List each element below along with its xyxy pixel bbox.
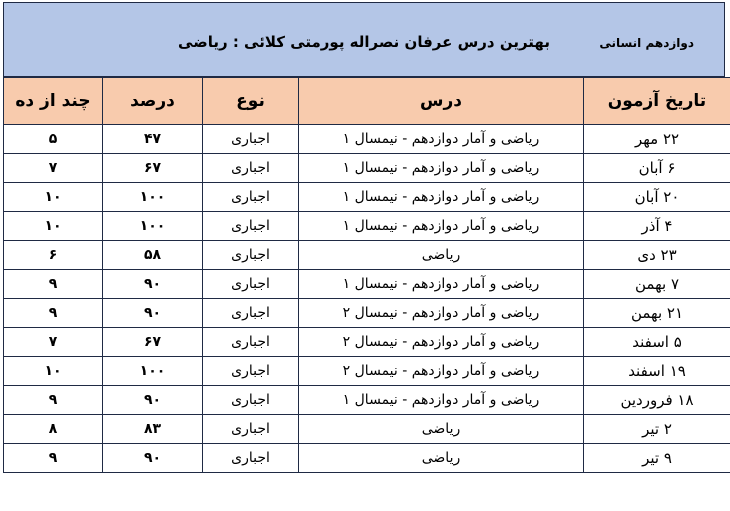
cell-score: ۹ bbox=[4, 270, 103, 299]
table-body bbox=[4, 125, 730, 473]
cell-percent: ۵۸ bbox=[103, 241, 203, 270]
cell-type: اجباری bbox=[203, 328, 299, 357]
grade-label: دوازدهم انسانی bbox=[599, 36, 694, 50]
cell-type: اجباری bbox=[203, 444, 299, 473]
cell-type: اجباری bbox=[203, 270, 299, 299]
cell-subject: ریاضی و آمار دوازدهم - نیمسال ۱ bbox=[299, 125, 584, 154]
cell-date: ۹ تیر bbox=[584, 444, 730, 473]
cell-date: ۲۳ دی bbox=[584, 241, 730, 270]
cell-subject: ریاضی و آمار دوازدهم - نیمسال ۱ bbox=[299, 212, 584, 241]
cell-score: ۱۰ bbox=[4, 357, 103, 386]
cell-percent: ۱۰۰ bbox=[103, 212, 203, 241]
table-row bbox=[4, 299, 730, 328]
cell-subject: ریاضی و آمار دوازدهم - نیمسال ۱ bbox=[299, 154, 584, 183]
cell-score: ۹ bbox=[4, 444, 103, 473]
page-title: بهترین درس عرفان نصراله پورمتی کلائی : ریاضی bbox=[178, 33, 550, 51]
table-header-row bbox=[4, 78, 730, 125]
table-row bbox=[4, 241, 730, 270]
column-header-type: نوع bbox=[203, 78, 299, 125]
cell-score: ۹ bbox=[4, 386, 103, 415]
cell-type: اجباری bbox=[203, 154, 299, 183]
cell-score: ۹ bbox=[4, 299, 103, 328]
cell-score: ۱۰ bbox=[4, 183, 103, 212]
column-header-subject: درس bbox=[299, 78, 584, 125]
cell-percent: ۶۷ bbox=[103, 154, 203, 183]
cell-type: اجباری bbox=[203, 212, 299, 241]
cell-type: اجباری bbox=[203, 241, 299, 270]
cell-percent: ۱۰۰ bbox=[103, 357, 203, 386]
cell-percent: ۹۰ bbox=[103, 270, 203, 299]
cell-date: ۵ اسفند bbox=[584, 328, 730, 357]
cell-date: ۱۹ اسفند bbox=[584, 357, 730, 386]
column-header-date: تاریخ آزمون bbox=[584, 78, 730, 125]
cell-percent: ۶۷ bbox=[103, 328, 203, 357]
cell-percent: ۱۰۰ bbox=[103, 183, 203, 212]
cell-percent: ۴۷ bbox=[103, 125, 203, 154]
cell-subject: ریاضی و آمار دوازدهم - نیمسال ۱ bbox=[299, 183, 584, 212]
cell-subject: ریاضی و آمار دوازدهم - نیمسال ۱ bbox=[299, 386, 584, 415]
cell-date: ۶ آبان bbox=[584, 154, 730, 183]
cell-date: ۲۰ آبان bbox=[584, 183, 730, 212]
cell-subject: ریاضی bbox=[299, 444, 584, 473]
cell-type: اجباری bbox=[203, 386, 299, 415]
cell-subject: ریاضی و آمار دوازدهم - نیمسال ۱ bbox=[299, 270, 584, 299]
cell-percent: ۹۰ bbox=[103, 299, 203, 328]
table-row bbox=[4, 125, 730, 154]
cell-score: ۷ bbox=[4, 328, 103, 357]
cell-date: ۷ بهمن bbox=[584, 270, 730, 299]
cell-score: ۸ bbox=[4, 415, 103, 444]
cell-score: ۵ bbox=[4, 125, 103, 154]
table-row bbox=[4, 183, 730, 212]
cell-type: اجباری bbox=[203, 125, 299, 154]
cell-type: اجباری bbox=[203, 357, 299, 386]
cell-date: ۴ آذر bbox=[584, 212, 730, 241]
cell-subject: ریاضی bbox=[299, 415, 584, 444]
title-banner bbox=[3, 2, 725, 77]
cell-subject: ریاضی و آمار دوازدهم - نیمسال ۲ bbox=[299, 299, 584, 328]
cell-subject: ریاضی و آمار دوازدهم - نیمسال ۲ bbox=[299, 328, 584, 357]
cell-percent: ۹۰ bbox=[103, 386, 203, 415]
cell-subject: ریاضی bbox=[299, 241, 584, 270]
table-row bbox=[4, 270, 730, 299]
cell-date: ۲ تیر bbox=[584, 415, 730, 444]
column-header-score: چند از ده bbox=[4, 78, 103, 125]
table-row bbox=[4, 357, 730, 386]
cell-score: ۱۰ bbox=[4, 212, 103, 241]
cell-score: ۷ bbox=[4, 154, 103, 183]
results-table bbox=[3, 77, 730, 473]
cell-date: ۲۱ بهمن bbox=[584, 299, 730, 328]
table-row bbox=[4, 415, 730, 444]
cell-percent: ۹۰ bbox=[103, 444, 203, 473]
table-row bbox=[4, 154, 730, 183]
cell-date: ۱۸ فروردین bbox=[584, 386, 730, 415]
table-row bbox=[4, 386, 730, 415]
cell-type: اجباری bbox=[203, 183, 299, 212]
cell-score: ۶ bbox=[4, 241, 103, 270]
column-header-percent: درصد bbox=[103, 78, 203, 125]
cell-type: اجباری bbox=[203, 299, 299, 328]
cell-subject: ریاضی و آمار دوازدهم - نیمسال ۲ bbox=[299, 357, 584, 386]
report-sheet bbox=[3, 2, 725, 473]
cell-type: اجباری bbox=[203, 415, 299, 444]
cell-percent: ۸۳ bbox=[103, 415, 203, 444]
cell-date: ۲۲ مهر bbox=[584, 125, 730, 154]
table-row bbox=[4, 212, 730, 241]
table-row bbox=[4, 328, 730, 357]
table-row bbox=[4, 444, 730, 473]
